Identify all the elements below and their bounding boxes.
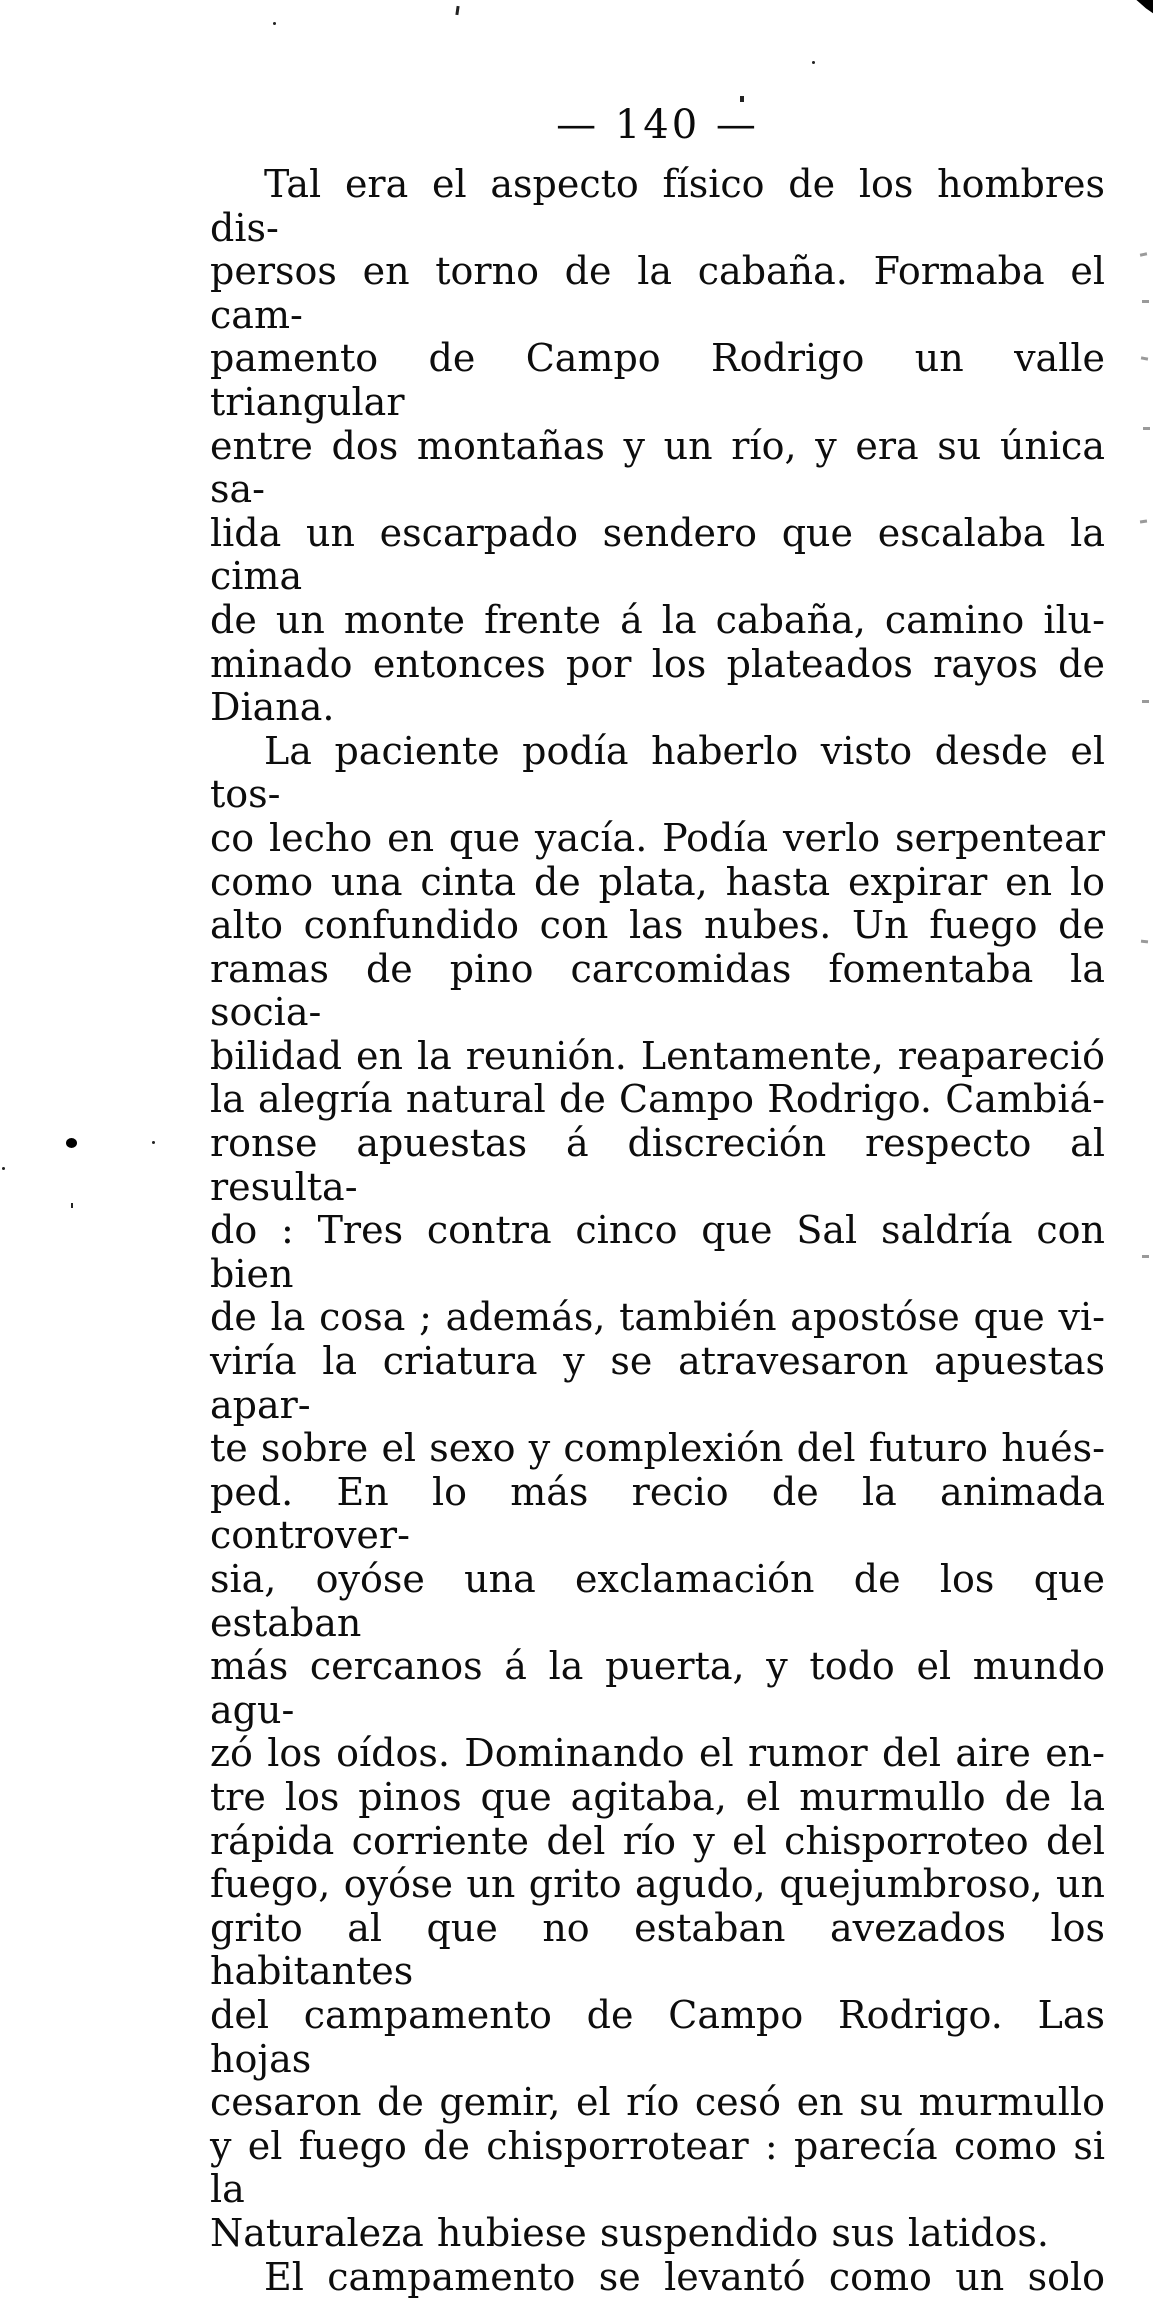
text-line: El campamento se levantó como un solo <box>210 2256 1105 2299</box>
text-line: rápida corriente del río y el chisporroteo del <box>210 1820 1105 1864</box>
text-line: tre los pinos que agitaba, el murmullo de la <box>210 1776 1105 1820</box>
text-line: Diana. <box>210 686 1105 730</box>
page-edge-mark <box>1143 427 1150 430</box>
text-line: viría la criatura y se atravesaron apuestas apar- <box>210 1340 1105 1427</box>
text-line: entre dos montañas y un río, y era su única sa- <box>210 425 1105 512</box>
text-line: lida un escarpado sendero que escalaba la cima <box>210 512 1105 599</box>
ink-speck <box>455 6 459 15</box>
text-line: como una cinta de plata, hasta expirar en lo <box>210 861 1105 905</box>
text-line: minado entonces por los plateados rayos de <box>210 643 1105 687</box>
text-line: Naturaleza hubiese suspendido sus latidos. <box>210 2212 1105 2256</box>
text-line: bilidad en la reunión. Lentamente, reapareció <box>210 1035 1105 1079</box>
text-line: más cercanos á la puerta, y todo el mundo agu- <box>210 1645 1105 1732</box>
page-edge-mark <box>1142 700 1149 703</box>
text-line: persos en torno de la cabaña. Formaba el cam- <box>210 250 1105 337</box>
text-line: ronse apuestas á discreción respecto al resulta- <box>210 1122 1105 1209</box>
text-line: sia, oyóse una exclamación de los que estaban <box>210 1558 1105 1645</box>
text-line: del campamento de Campo Rodrigo. Las hojas <box>210 1994 1105 2081</box>
text-line: te sobre el sexo y complexión del futuro hués- <box>210 1427 1105 1471</box>
page-edge-mark <box>1140 520 1147 524</box>
text-line: ramas de pino carcomidas fomentaba la socia- <box>210 948 1105 1035</box>
page-edge-mark <box>1142 300 1149 303</box>
text-line: de un monte frente á la cabaña, camino ilu- <box>210 599 1105 643</box>
ink-speck <box>273 22 276 25</box>
text-line: do : Tres contra cinco que Sal saldría con bien <box>210 1209 1105 1296</box>
scan-corner-artifact <box>1135 0 1153 15</box>
page-edge-mark <box>1141 940 1148 944</box>
margin-ink-dot <box>66 1138 77 1148</box>
text-line: la alegría natural de Campo Rodrigo. Cambiá- <box>210 1078 1105 1122</box>
page-number: — 140 — <box>210 102 1105 148</box>
text-line: alto confundido con las nubes. Un fuego de <box>210 904 1105 948</box>
page-edge-mark <box>1142 1255 1149 1258</box>
ink-speck <box>2 1167 5 1170</box>
text-line: grito al que no estaban avezados los habitantes <box>210 1907 1105 1994</box>
text-block <box>210 163 1105 2299</box>
text-line: ped. En lo más recio de la animada controver- <box>210 1471 1105 1558</box>
text-line: co lecho en que yacía. Podía verlo serpentear <box>210 817 1105 861</box>
text-line: Tal era el aspecto físico de los hombres dis- <box>210 163 1105 250</box>
ink-speck <box>812 61 815 64</box>
paragraph <box>210 730 1105 2256</box>
text-line: cesaron de gemir, el río cesó en su murmullo <box>210 2081 1105 2125</box>
page-edge-mark <box>1141 356 1148 360</box>
ink-speck <box>152 1141 155 1144</box>
paragraph <box>210 163 1105 730</box>
page-edge-mark <box>1140 252 1147 256</box>
text-line: fuego, oyóse un grito agudo, quejumbroso, un <box>210 1863 1105 1907</box>
text-line: de la cosa ; además, también apostóse que vi- <box>210 1296 1105 1340</box>
text-line: La paciente podía haberlo visto desde el tos- <box>210 730 1105 817</box>
text-line: y el fuego de chisporrotear : parecía como si la <box>210 2125 1105 2212</box>
text-line: pamento de Campo Rodrigo un valle triangular <box>210 337 1105 424</box>
text-line: zó los oídos. Dominando el rumor del aire en- <box>210 1732 1105 1776</box>
ink-speck <box>71 1203 73 1208</box>
paragraph <box>210 2256 1105 2299</box>
